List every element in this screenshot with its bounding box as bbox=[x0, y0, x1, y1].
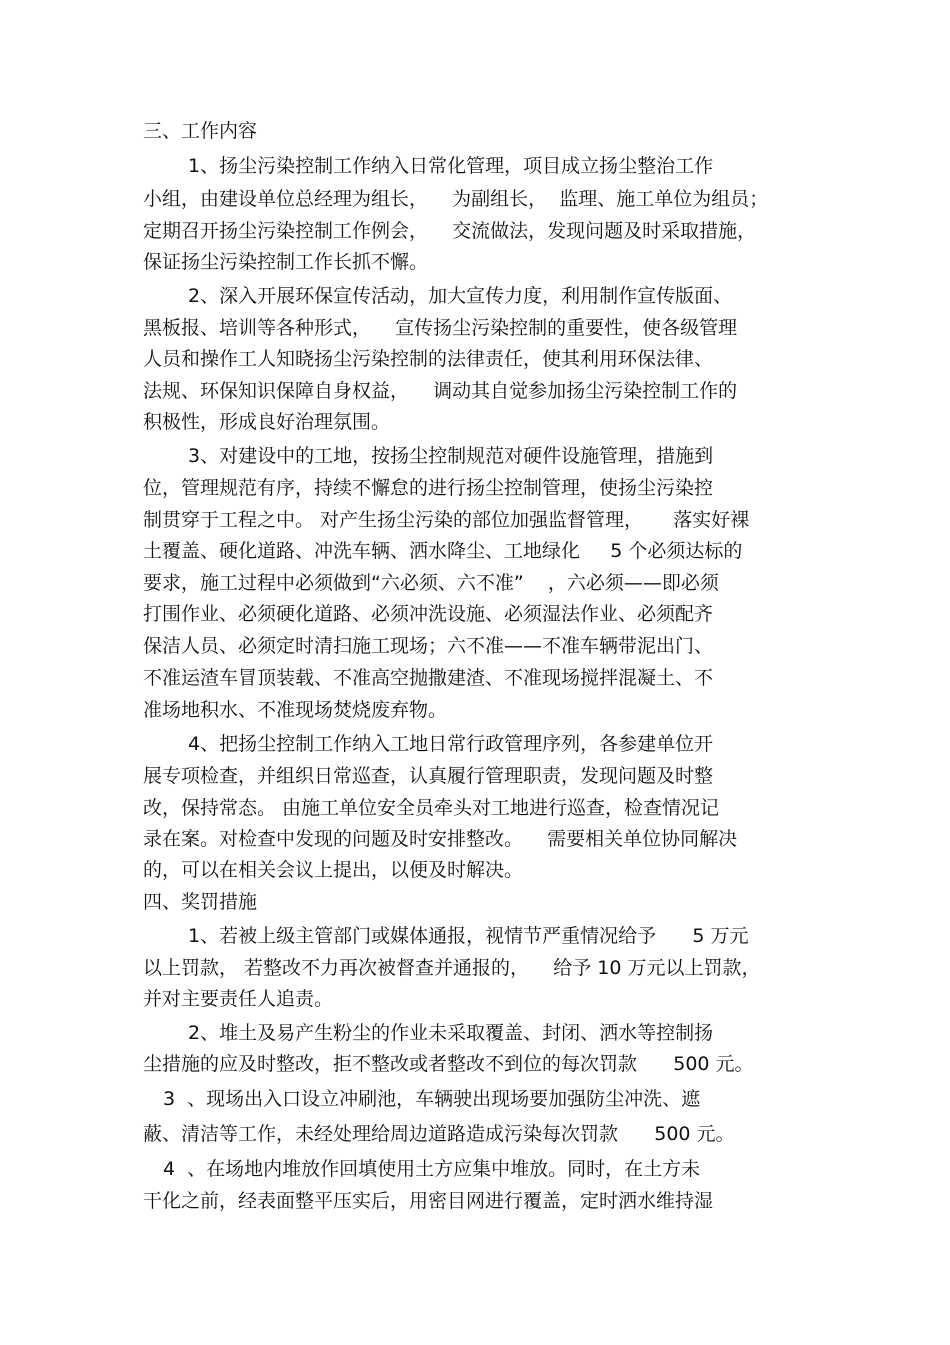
paragraph-line: 尘措施的应及时整改，拒不整改或者整改不到位的每次罚款 500 元。 bbox=[143, 1053, 754, 1075]
paragraph-line: 1、扬尘污染控制工作纳入日常化管理，项目成立扬尘整治工作 bbox=[188, 155, 714, 177]
paragraph-line: 要求，施工过程中必须做到“六必须、六不准” ，六必须——即必须 bbox=[143, 572, 719, 594]
paragraph-line: 展专项检查，并组织日常巡查，认真履行管理职责，发现问题及时整 bbox=[143, 765, 714, 787]
paragraph-line: 3 、现场出入口设立冲刷池，车辆驶出现场要加强防尘冲洗、遮 bbox=[163, 1088, 701, 1110]
paragraph-line: 法规、环保知识保障自身权益， 调动其自觉参加扬尘污染控制工作的 bbox=[143, 380, 738, 402]
paragraph-line: 土覆盖、硬化道路、冲洗车辆、洒水降尘、工地绿化 5 个必须达标的 bbox=[143, 540, 743, 562]
paragraph-line: 4 、在场地内堆放作回填使用土方应集中堆放。同时，在土方未 bbox=[163, 1158, 701, 1180]
paragraph-line: 积极性，形成良好治理氛围。 bbox=[143, 411, 391, 433]
paragraph-line: 小组，由建设单位总经理为组长， 为副组长， 监理、施工单位为组员； bbox=[143, 188, 769, 210]
paragraph-line: 2、深入开展环保宣传活动，加大宣传力度，利用制作宣传版面、 bbox=[188, 285, 733, 307]
paragraph-line: 保证扬尘污染控制工作长抓不懈。 bbox=[143, 251, 429, 273]
paragraph-line: 1、若被上级主管部门或媒体通报，视情节严重情况给予 5 万元 bbox=[188, 925, 749, 947]
paragraph-line: 人员和操作工人知晓扬尘污染控制的法律责任，使其利用环保法律、 bbox=[143, 348, 714, 370]
paragraph-line: 定期召开扬尘污染控制工作例会， 交流做法，发现问题及时采取措施， bbox=[143, 220, 757, 242]
paragraph-line: 2、堆土及易产生粉尘的作业未采取覆盖、封闭、洒水等控制扬 bbox=[188, 1022, 714, 1044]
paragraph-line: 4、把扬尘控制工作纳入工地日常行政管理序列，各参建单位开 bbox=[188, 733, 714, 755]
paragraph-line: 并对主要责任人追责。 bbox=[143, 988, 334, 1010]
section-heading-rewards-penalties: 四、奖罚措施 bbox=[143, 891, 258, 913]
paragraph-line: 制贯穿于工程之中。 对产生扬尘污染的部位加强监督管理， 落实好裸 bbox=[143, 509, 750, 531]
paragraph-line: 干化之前，经表面整平压实后，用密目网进行覆盖，定时洒水维持湿 bbox=[143, 1190, 714, 1212]
paragraph-line: 保洁人员、必须定时清扫施工现场；六不准——不准车辆带泥出门、 bbox=[143, 635, 714, 657]
section-heading-work-content: 三、工作内容 bbox=[143, 120, 258, 142]
paragraph-line: 黑板报、培训等各种形式， 宣传扬尘污染控制的重要性，使各级管理 bbox=[143, 317, 738, 339]
paragraph-line: 位，管理规范有序，持续不懈怠的进行扬尘控制管理，使扬尘污染控 bbox=[143, 477, 714, 499]
paragraph-line: 录在案。对检查中发现的问题及时安排整改。 需要相关单位协同解决 bbox=[143, 828, 738, 850]
paragraph-line: 的，可以在相关会议上提出，以便及时解决。 bbox=[143, 859, 524, 881]
paragraph-line: 不准运渣车冒顶装载、不准高空抛撒建渣、不准现场搅拌混凝土、不 bbox=[143, 667, 714, 689]
paragraph-line: 3、对建设中的工地，按扬尘控制规范对硬件设施管理，措施到 bbox=[188, 445, 714, 467]
paragraph-line: 以上罚款， 若整改不力再次被督查并通报的， 给予 10 万元以上罚款， bbox=[143, 957, 761, 979]
paragraph-line: 准场地积水、不准现场焚烧废弃物。 bbox=[143, 699, 448, 721]
paragraph-line: 蔽、清洁等工作，未经处理给周边道路造成污染每次罚款 500 元。 bbox=[143, 1123, 735, 1145]
paragraph-line: 打围作业、必须硬化道路、必须冲洗设施、必须湿法作业、必须配齐 bbox=[143, 603, 714, 625]
paragraph-line: 改，保持常态。 由施工单位安全员牵头对工地进行巡查，检查情况记 bbox=[143, 797, 720, 819]
